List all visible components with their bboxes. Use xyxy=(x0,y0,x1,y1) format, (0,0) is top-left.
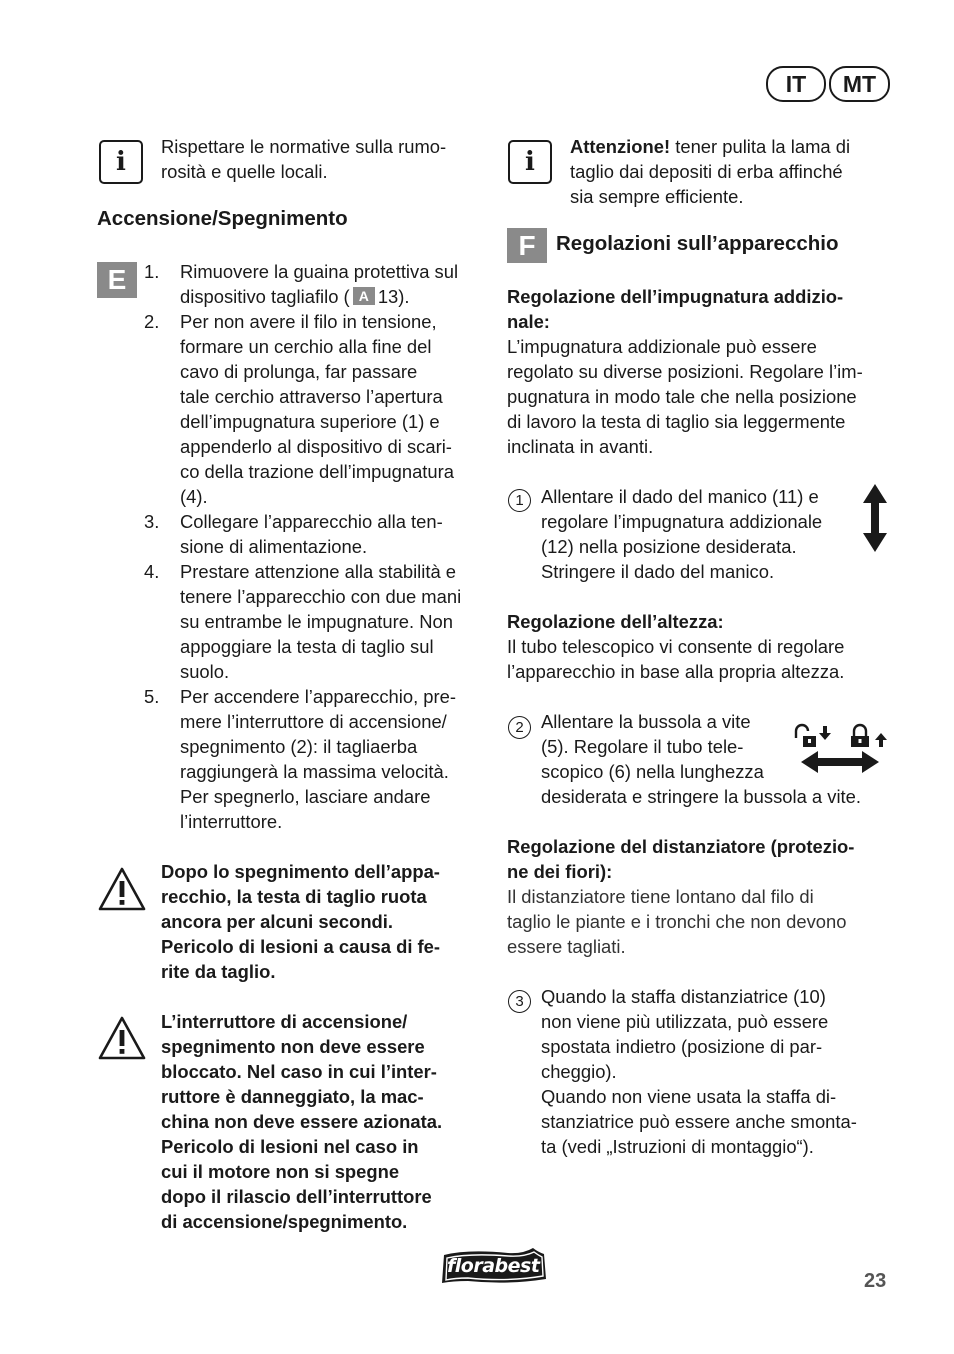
section-letter-f-label: F xyxy=(518,230,536,261)
list-item xyxy=(144,509,489,559)
step-line-part: dispositivo tagliafilo ( xyxy=(180,286,350,307)
step-line: Prestare attenzione alla stabilità e xyxy=(180,561,457,582)
step-circle-1: 1 xyxy=(508,489,531,512)
brand-logo xyxy=(438,1245,550,1287)
language-badge-mt xyxy=(829,66,890,102)
warning-line: rite da taglio. xyxy=(161,961,276,982)
step-line: raggiungerà la massima velocità. xyxy=(180,761,449,782)
step-line: (5). Regolare il tubo tele- xyxy=(541,736,744,757)
info-icon: i xyxy=(99,140,143,184)
step-line: Per non avere il filo in tensione, xyxy=(180,311,437,332)
body-line: pugnatura in modo tale che nella posizione xyxy=(507,386,857,407)
list-item xyxy=(144,259,489,309)
step-line: Quando non viene usata la staffa di- xyxy=(541,1086,837,1107)
step3-text xyxy=(541,984,857,1159)
step-line: spostata indietro (posizione di par- xyxy=(541,1036,823,1057)
warning-icon xyxy=(97,866,147,912)
step-line: sione di alimentazione. xyxy=(180,536,368,557)
warning-line: cui il motore non si spegne xyxy=(161,1161,400,1182)
step-line: (12) nella posizione desiderata. xyxy=(541,536,797,557)
warning-line: Dopo lo spegnimento dell’appa- xyxy=(161,861,440,882)
step-line: Allentare il dado del manico (11) e xyxy=(541,486,819,507)
step-line: Allentare la bussola a vite xyxy=(541,711,751,732)
step-number: 5. xyxy=(144,686,160,707)
page-number: 23 xyxy=(864,1270,887,1292)
step-line-part: 13). xyxy=(377,286,410,307)
step-line: dell’impugnatura superiore (1) e xyxy=(180,411,440,432)
warning-line: ancora per alcuni secondi. xyxy=(161,911,394,932)
step-line: regolare l’impugnatura addizionale xyxy=(541,511,823,532)
step-line: l’interruttore. xyxy=(180,811,283,832)
step-line: co della trazione dell’impugnatura xyxy=(180,461,454,482)
step-line: suolo. xyxy=(180,661,230,682)
subheading-line: Regolazione dell’impugnatura addizio- xyxy=(507,286,844,307)
step-line: stanziatrice può essere anche smonta- xyxy=(541,1111,857,1132)
sub3-block xyxy=(507,834,854,959)
body-line: essere tagliati. xyxy=(507,936,626,957)
step-line: scopico (6) nella lunghezza xyxy=(541,761,764,782)
step-line: Stringere il dado del manico. xyxy=(541,561,775,582)
sub2-block xyxy=(507,609,844,684)
list-item xyxy=(144,684,489,834)
step-number: 4. xyxy=(144,561,160,582)
warning-line: L’interruttore di accensione/ xyxy=(161,1011,408,1032)
step-number: 2. xyxy=(144,311,160,332)
warning-line: china non deve essere azionata. xyxy=(161,1111,443,1132)
step-line: (4). xyxy=(180,486,208,507)
step-line: tale cerchio attraverso l’apertura xyxy=(180,386,443,407)
subheading-line: Regolazione dell’altezza: xyxy=(507,611,724,632)
info-note-line: Rispettare le normative sulla rumo- xyxy=(161,136,447,157)
step-line xyxy=(180,284,489,309)
figure-ref-badge: A xyxy=(353,287,375,305)
section-letter-e xyxy=(97,262,137,298)
step-line: formare un cerchio alla fine del xyxy=(180,336,432,357)
step-line: Rimuovere la guaina protettiva sul xyxy=(180,261,459,282)
subheading-line: ne dei fiori): xyxy=(507,861,613,882)
warning-line: ruttore è danneggiato, la mac- xyxy=(161,1086,424,1107)
list-item xyxy=(144,559,489,684)
attention-line: taglio dai depositi di erba affinché xyxy=(570,161,843,182)
body-line: Il distanziatore tiene lontano dal filo di xyxy=(507,886,814,907)
list-item xyxy=(144,309,489,509)
body-line: di lavoro la testa di taglio sia leggermente xyxy=(507,411,846,432)
attention-bold: Attenzione! xyxy=(570,136,671,157)
double-arrow-vertical-icon xyxy=(862,483,888,553)
steps-list xyxy=(144,259,489,834)
section-letter-f xyxy=(507,228,547,263)
step-line: desiderata e stringere la bussola a vite. xyxy=(541,786,861,807)
double-arrow-horizontal-icon xyxy=(800,750,880,774)
step-line: Per spegnerlo, lasciare andare xyxy=(180,786,431,807)
warning-line: dopo il rilascio dell’interruttore xyxy=(161,1186,432,1207)
language-label-mt: MT xyxy=(842,71,877,97)
sub1-block xyxy=(507,284,863,459)
warning-line: Pericolo di lesioni a causa di fe- xyxy=(161,936,441,957)
warning-line: di accensione/spegnimento. xyxy=(161,1211,408,1232)
step-line: non viene più utilizzata, può essere xyxy=(541,1011,829,1032)
warning-line: bloccato. Nel caso in cui l’inter- xyxy=(161,1061,437,1082)
attention-rest: tener pulita la lama di xyxy=(670,136,851,157)
info-icon: i xyxy=(508,140,552,184)
warning-text-2 xyxy=(161,1009,442,1234)
brand-logo-text: florabest xyxy=(447,1255,540,1277)
body-line: Il tubo telescopico vi consente di regolare xyxy=(507,636,845,657)
step-line: ta (vedi „Istruzioni di montaggio“). xyxy=(541,1136,814,1157)
info-note xyxy=(161,134,446,184)
padlock-open-icon xyxy=(793,723,833,749)
section-letter-e-label: E xyxy=(107,264,127,295)
step-line: appenderlo al dispositivo di scari- xyxy=(180,436,452,457)
step-line: cheggio). xyxy=(541,1061,617,1082)
body-line: l’apparecchio in base alla propria altezza. xyxy=(507,661,845,682)
warning-line: recchio, la testa di taglio ruota xyxy=(161,886,427,907)
step-line: spegnimento (2): il tagliaerba xyxy=(180,736,418,757)
padlock-closed-icon xyxy=(850,723,888,749)
attention-line: sia sempre efficiente. xyxy=(570,186,744,207)
step-line: Collegare l’apparecchio alla ten- xyxy=(180,511,443,532)
subheading-line: Regolazione del distanziatore (protezio- xyxy=(507,836,855,857)
language-label-it: IT xyxy=(785,71,807,97)
step-line: appoggiare la testa di taglio sul xyxy=(180,636,434,657)
step-line: Quando la staffa distanziatrice (10) xyxy=(541,986,826,1007)
step-circle-3: 3 xyxy=(508,990,531,1013)
step-number: 1. xyxy=(144,261,160,282)
language-badge-it xyxy=(766,66,826,102)
step-circle-2: 2 xyxy=(508,716,531,739)
section-heading-accensione: Accensione/Spegnimento xyxy=(97,207,348,230)
subheading-line: nale: xyxy=(507,311,550,332)
body-line: taglio le piante e i tronchi che non devono xyxy=(507,911,847,932)
step-line: su entrambe le impugnature. Non xyxy=(180,611,453,632)
body-line: L’impugnatura addizionale può essere xyxy=(507,336,817,357)
body-line: regolato su diverse posizioni. Regolare l’im- xyxy=(507,361,863,382)
step-number: 3. xyxy=(144,511,160,532)
section-heading-regolazioni: Regolazioni sull’apparecchio xyxy=(556,232,839,255)
body-line: inclinata in avanti. xyxy=(507,436,654,457)
attention-note xyxy=(570,134,850,209)
step-line: Per accendere l’apparecchio, pre- xyxy=(180,686,457,707)
warning-line: Pericolo di lesioni nel caso in xyxy=(161,1136,419,1157)
warning-line: spegnimento non deve essere xyxy=(161,1036,425,1057)
warning-icon xyxy=(97,1015,147,1061)
step-line: mere l’interruttore di accensione/ xyxy=(180,711,447,732)
step1-text xyxy=(541,484,822,584)
warning-text-1 xyxy=(161,859,440,984)
attention-line xyxy=(570,134,850,159)
info-note-line: rosità e quelle locali. xyxy=(161,161,328,182)
step-line: tenere l’apparecchio con due mani xyxy=(180,586,462,607)
step-line: cavo di prolunga, far passare xyxy=(180,361,418,382)
